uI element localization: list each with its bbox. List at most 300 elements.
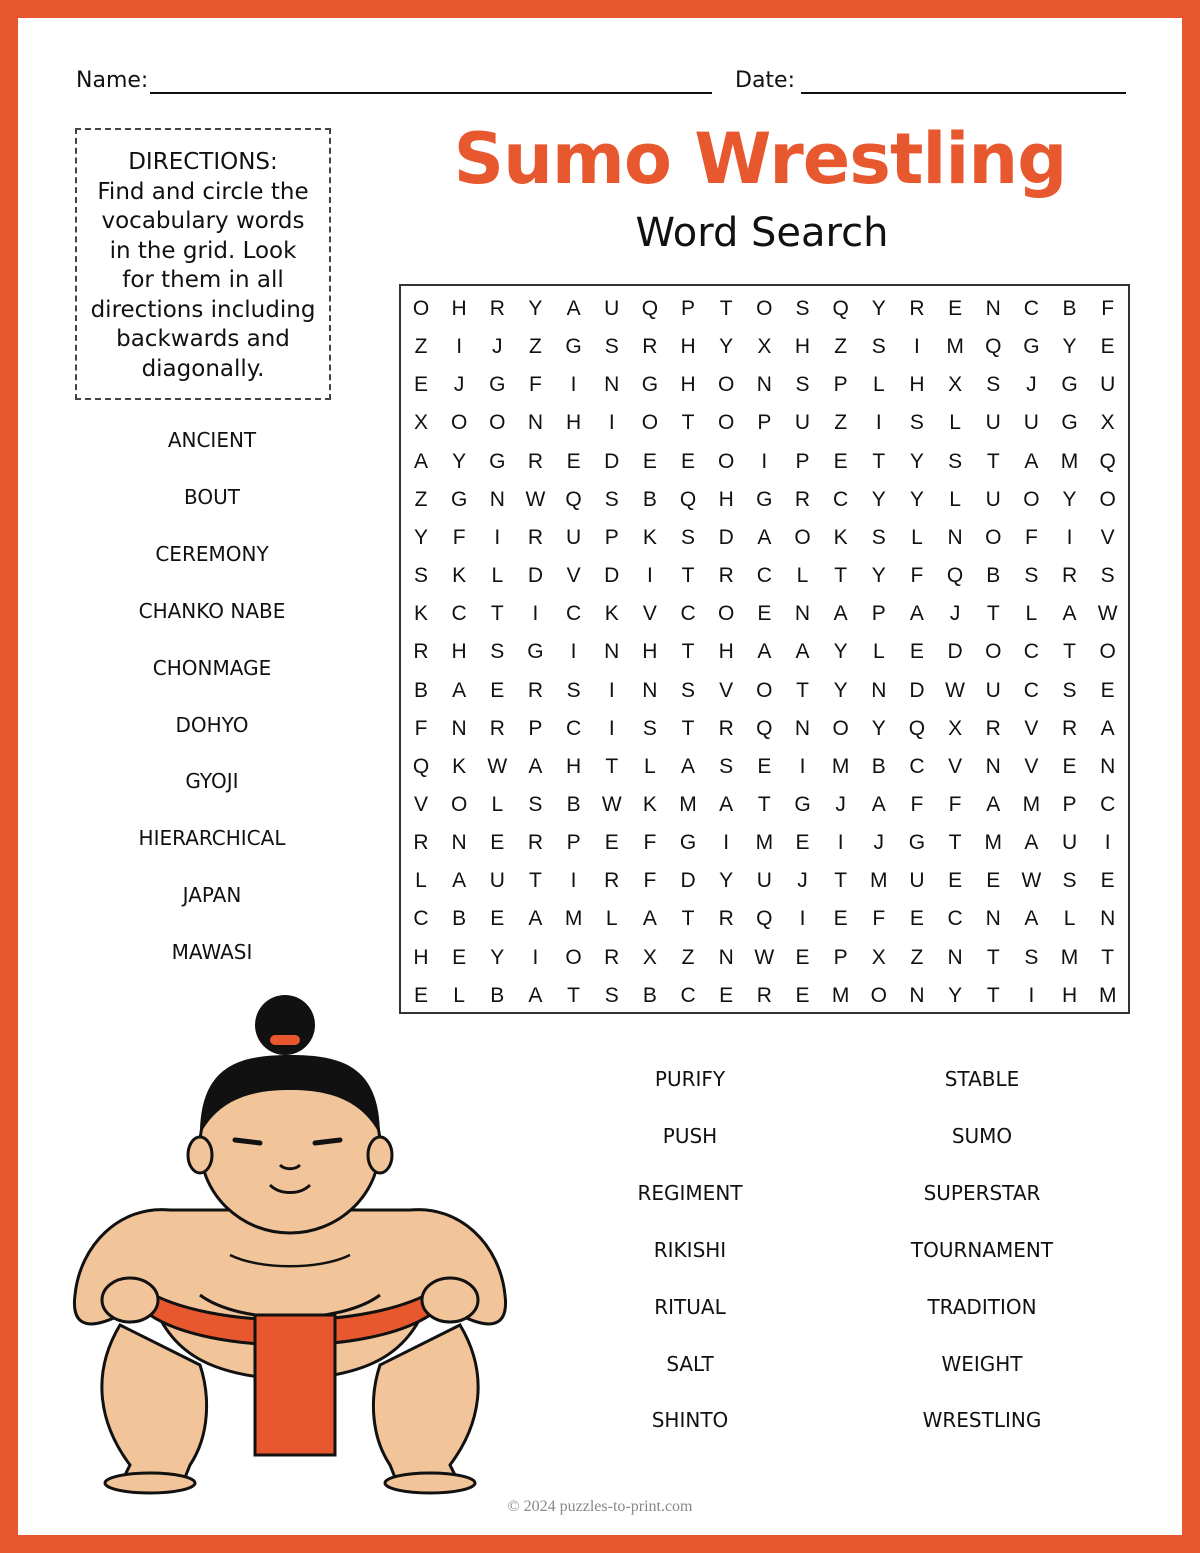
grid-letter[interactable]: T [948, 831, 962, 855]
grid-letter[interactable]: W [945, 678, 965, 702]
grid-letter[interactable]: F [643, 831, 657, 855]
grid-letter[interactable]: D [680, 869, 696, 893]
grid-letter[interactable]: V [719, 678, 734, 702]
grid-letter[interactable]: E [948, 297, 963, 320]
grid-letter[interactable]: X [642, 945, 657, 969]
grid-letter[interactable]: I [799, 754, 806, 778]
grid-letter[interactable]: Y [719, 869, 734, 893]
grid-letter[interactable]: J [1026, 373, 1037, 397]
grid-letter[interactable]: P [604, 525, 619, 549]
grid-letter[interactable]: R [718, 564, 734, 588]
grid-letter[interactable]: C [756, 564, 772, 588]
grid-letter[interactable]: G [1023, 335, 1040, 359]
grid-letter[interactable]: T [1063, 640, 1076, 664]
grid-letter[interactable]: N [794, 602, 811, 626]
grid-letter[interactable]: M [984, 831, 1002, 855]
grid-letter[interactable]: V [1100, 525, 1115, 549]
grid-letter[interactable]: D [604, 449, 620, 473]
grid-letter[interactable]: A [566, 297, 581, 320]
grid-letter[interactable]: E [909, 640, 924, 664]
grid-letter[interactable]: V [413, 792, 428, 816]
grid-letter[interactable]: B [490, 983, 505, 1007]
grid-letter[interactable]: U [985, 411, 1001, 435]
grid-letter[interactable]: H [680, 335, 696, 359]
grid-letter[interactable]: Q [756, 907, 773, 931]
grid-letter[interactable]: Q [832, 297, 849, 320]
grid-letter[interactable]: M [1098, 983, 1117, 1007]
grid-letter[interactable]: Z [414, 487, 428, 511]
grid-letter[interactable]: K [833, 525, 848, 549]
grid-letter[interactable]: D [718, 525, 734, 549]
grid-letter[interactable]: U [489, 869, 505, 893]
grid-letter[interactable]: C [413, 907, 429, 931]
grid-letter[interactable]: O [756, 297, 773, 320]
grid-letter[interactable]: S [642, 716, 657, 740]
grid-letter[interactable]: G [565, 335, 582, 359]
grid-letter[interactable]: N [947, 945, 963, 969]
grid-letter[interactable]: G [679, 831, 697, 855]
grid-letter[interactable]: Q [412, 754, 430, 778]
grid-letter[interactable]: W [487, 754, 508, 778]
grid-letter[interactable]: R [413, 640, 429, 664]
grid-letter[interactable]: E [795, 945, 810, 969]
grid-letter[interactable]: T [681, 716, 695, 740]
grid-letter[interactable]: P [1062, 792, 1077, 816]
grid-letter[interactable]: M [564, 907, 583, 931]
grid-letter[interactable]: T [567, 983, 580, 1007]
grid-letter[interactable]: G [489, 449, 506, 473]
grid-letter[interactable]: I [875, 411, 882, 435]
grid-letter[interactable]: L [949, 411, 961, 435]
grid-letter[interactable]: S [795, 373, 810, 397]
grid-letter[interactable]: Q [641, 297, 659, 320]
grid-letter[interactable]: N [451, 716, 467, 740]
grid-letter[interactable]: Y [833, 640, 848, 664]
grid-letter[interactable]: G [1061, 411, 1078, 435]
grid-letter[interactable]: F [1101, 297, 1115, 320]
grid-letter[interactable]: B [871, 754, 886, 778]
grid-letter[interactable]: X [757, 335, 772, 359]
grid-letter[interactable]: S [871, 335, 886, 359]
grid-letter[interactable]: L [415, 869, 427, 893]
grid-letter[interactable]: W [525, 487, 546, 511]
grid-letter[interactable]: A [452, 678, 467, 702]
grid-letter[interactable]: O [718, 602, 735, 626]
grid-letter[interactable]: E [413, 373, 428, 397]
grid-letter[interactable]: Q [756, 716, 773, 740]
grid-letter[interactable]: I [494, 525, 501, 549]
grid-letter[interactable]: H [718, 487, 734, 511]
grid-letter[interactable]: A [871, 792, 886, 816]
grid-letter[interactable]: E [490, 907, 505, 931]
grid-letter[interactable]: S [1062, 678, 1077, 702]
grid-letter[interactable]: H [909, 373, 925, 397]
grid-letter[interactable]: X [948, 716, 963, 740]
grid-letter[interactable]: M [1060, 945, 1079, 969]
grid-letter[interactable]: N [718, 945, 734, 969]
grid-letter[interactable]: P [757, 411, 772, 435]
grid-letter[interactable]: T [986, 983, 1000, 1007]
grid-letter[interactable]: O [832, 716, 849, 740]
grid-letter[interactable]: M [831, 754, 850, 778]
grid-letter[interactable]: E [413, 983, 428, 1007]
grid-letter[interactable]: W [601, 792, 622, 816]
grid-letter[interactable]: S [986, 373, 1001, 397]
grid-letter[interactable]: M [1022, 792, 1041, 816]
grid-letter[interactable]: O [985, 525, 1002, 549]
grid-letter[interactable]: X [871, 945, 886, 969]
grid-letter[interactable]: A [757, 640, 772, 664]
grid-letter[interactable]: I [1104, 831, 1111, 855]
grid-letter[interactable]: V [642, 602, 657, 626]
grid-letter[interactable]: A [757, 525, 772, 549]
grid-letter[interactable]: T [872, 449, 886, 473]
grid-letter[interactable]: Y [948, 983, 963, 1007]
grid-letter[interactable]: T [986, 449, 1000, 473]
grid-letter[interactable]: L [605, 907, 618, 931]
grid-letter[interactable]: L [949, 487, 961, 511]
grid-letter[interactable]: R [909, 297, 925, 320]
grid-letter[interactable]: C [1100, 792, 1116, 816]
grid-letter[interactable]: O [641, 411, 659, 435]
grid-letter[interactable]: N [794, 716, 811, 740]
grid-letter[interactable]: I [570, 640, 577, 664]
grid-letter[interactable]: L [1063, 907, 1076, 931]
grid-letter[interactable]: R [527, 525, 544, 549]
grid-letter[interactable]: K [642, 792, 657, 816]
grid-letter[interactable]: B [452, 907, 467, 931]
grid-letter[interactable]: Z [834, 411, 848, 435]
grid-letter[interactable]: R [756, 983, 772, 1007]
word-search-grid[interactable] [399, 284, 1130, 1014]
grid-letter[interactable]: T [681, 907, 695, 931]
grid-letter[interactable]: T [719, 297, 733, 320]
grid-letter[interactable]: U [566, 525, 582, 549]
grid-letter[interactable]: J [797, 869, 808, 893]
grid-letter[interactable]: A [1024, 907, 1039, 931]
grid-letter[interactable]: I [570, 373, 577, 397]
grid-letter[interactable]: O [412, 297, 430, 320]
grid-letter[interactable]: Y [452, 449, 467, 473]
grid-letter[interactable]: L [911, 525, 923, 549]
grid-letter[interactable]: B [413, 678, 428, 702]
grid-letter[interactable]: L [1025, 602, 1038, 626]
grid-letter[interactable]: K [413, 602, 428, 626]
grid-letter[interactable]: S [681, 678, 696, 702]
grid-letter[interactable]: I [723, 831, 730, 855]
grid-letter[interactable]: F [452, 525, 466, 549]
grid-letter[interactable]: J [453, 373, 465, 397]
grid-letter[interactable]: C [1023, 678, 1039, 702]
grid-letter[interactable]: F [414, 716, 428, 740]
grid-letter[interactable]: T [681, 411, 695, 435]
grid-letter[interactable]: A [909, 602, 924, 626]
grid-letter[interactable]: T [1101, 945, 1115, 969]
grid-letter[interactable]: N [947, 525, 963, 549]
grid-letter[interactable]: E [795, 831, 810, 855]
grid-letter[interactable]: P [566, 831, 581, 855]
grid-letter[interactable]: O [450, 411, 468, 435]
grid-letter[interactable]: T [796, 678, 809, 702]
grid-letter[interactable]: R [1061, 716, 1078, 740]
grid-letter[interactable]: O [718, 411, 735, 435]
grid-letter[interactable]: T [834, 564, 848, 588]
grid-letter[interactable]: E [909, 907, 924, 931]
grid-letter[interactable]: B [566, 792, 581, 816]
grid-letter[interactable]: Z [834, 335, 848, 359]
grid-letter[interactable]: C [680, 983, 696, 1007]
grid-letter[interactable]: H [566, 754, 582, 778]
grid-letter[interactable]: J [873, 831, 885, 855]
grid-letter[interactable]: I [608, 678, 615, 702]
grid-letter[interactable]: S [566, 678, 581, 702]
grid-letter[interactable]: Y [413, 525, 428, 549]
grid-letter[interactable]: Q [679, 487, 697, 511]
grid-letter[interactable]: O [450, 792, 468, 816]
grid-letter[interactable]: M [679, 792, 697, 816]
grid-letter[interactable]: N [1100, 754, 1116, 778]
grid-letter[interactable]: Y [871, 297, 886, 320]
grid-letter[interactable]: S [604, 487, 619, 511]
grid-letter[interactable]: D [947, 640, 963, 664]
grid-letter[interactable]: Q [985, 335, 1002, 359]
grid-letter[interactable]: S [604, 983, 619, 1007]
grid-letter[interactable]: O [1023, 487, 1040, 511]
grid-letter[interactable]: L [453, 983, 465, 1007]
grid-letter[interactable]: I [570, 869, 577, 893]
grid-letter[interactable]: Y [871, 487, 886, 511]
grid-letter[interactable]: T [681, 640, 695, 664]
grid-letter[interactable]: G [756, 487, 773, 511]
grid-letter[interactable]: Q [565, 487, 582, 511]
grid-letter[interactable]: I [456, 335, 463, 359]
grid-letter[interactable]: G [794, 792, 811, 816]
grid-letter[interactable]: M [831, 983, 850, 1007]
grid-letter[interactable]: U [756, 869, 772, 893]
grid-letter[interactable]: H [1061, 983, 1078, 1007]
grid-letter[interactable]: S [948, 449, 963, 473]
grid-letter[interactable]: F [643, 869, 657, 893]
grid-letter[interactable]: N [527, 411, 544, 435]
grid-letter[interactable]: B [1062, 297, 1077, 320]
grid-letter[interactable]: I [1066, 525, 1073, 549]
grid-letter[interactable]: T [681, 564, 695, 588]
grid-letter[interactable]: X [413, 411, 428, 435]
grid-letter[interactable]: B [642, 487, 657, 511]
grid-letter[interactable]: A [681, 754, 696, 778]
grid-letter[interactable]: A [1062, 602, 1077, 626]
grid-letter[interactable]: A [528, 983, 543, 1007]
grid-letter[interactable]: U [604, 297, 620, 320]
grid-letter[interactable]: T [605, 754, 619, 778]
grid-letter[interactable]: F [872, 907, 886, 931]
grid-letter[interactable]: V [948, 754, 963, 778]
grid-letter[interactable]: J [835, 792, 846, 816]
grid-letter[interactable]: A [833, 602, 848, 626]
grid-letter[interactable]: B [986, 564, 1001, 588]
grid-letter[interactable]: R [527, 678, 544, 702]
grid-letter[interactable]: E [490, 831, 505, 855]
grid-letter[interactable]: X [1100, 411, 1115, 435]
grid-letter[interactable]: Y [909, 487, 924, 511]
grid-letter[interactable]: C [680, 602, 696, 626]
grid-letter[interactable]: O [489, 411, 506, 435]
grid-letter[interactable]: U [909, 869, 925, 893]
grid-letter[interactable]: T [986, 945, 1000, 969]
grid-letter[interactable]: G [450, 487, 468, 511]
grid-letter[interactable]: E [757, 754, 772, 778]
grid-letter[interactable]: O [985, 640, 1002, 664]
grid-letter[interactable]: S [604, 335, 619, 359]
grid-letter[interactable]: R [489, 297, 505, 320]
grid-letter[interactable]: C [1023, 297, 1039, 320]
grid-letter[interactable]: Y [871, 564, 886, 588]
grid-letter[interactable]: P [528, 716, 543, 740]
grid-letter[interactable]: N [756, 373, 772, 397]
grid-letter[interactable]: R [1061, 564, 1078, 588]
grid-letter[interactable]: K [452, 564, 467, 588]
grid-letter[interactable]: C [1023, 640, 1039, 664]
grid-letter[interactable]: N [604, 640, 620, 664]
grid-letter[interactable]: W [1021, 869, 1042, 893]
grid-letter[interactable]: E [490, 678, 505, 702]
grid-letter[interactable]: W [1097, 602, 1118, 626]
grid-letter[interactable]: I [532, 602, 539, 626]
grid-letter[interactable]: T [529, 869, 542, 893]
grid-letter[interactable]: M [946, 335, 964, 359]
grid-letter[interactable]: R [718, 907, 734, 931]
grid-letter[interactable]: E [833, 907, 848, 931]
grid-letter[interactable]: R [642, 335, 658, 359]
grid-letter[interactable]: Y [871, 716, 886, 740]
grid-letter[interactable]: N [642, 678, 658, 702]
grid-letter[interactable]: L [491, 792, 504, 816]
grid-letter[interactable]: J [492, 335, 503, 359]
grid-letter[interactable]: S [1062, 869, 1077, 893]
grid-letter[interactable]: E [1100, 869, 1115, 893]
grid-letter[interactable]: C [566, 602, 582, 626]
grid-letter[interactable]: G [641, 373, 659, 397]
grid-letter[interactable]: A [719, 792, 734, 816]
grid-letter[interactable]: T [986, 602, 1000, 626]
grid-letter[interactable]: A [986, 792, 1001, 816]
grid-letter[interactable]: E [1100, 335, 1115, 359]
grid-letter[interactable]: D [909, 678, 925, 702]
grid-letter[interactable]: T [834, 869, 848, 893]
grid-letter[interactable]: O [718, 449, 735, 473]
grid-letter[interactable]: A [1100, 716, 1115, 740]
grid-letter[interactable]: L [644, 754, 656, 778]
grid-letter[interactable]: F [529, 373, 542, 397]
grid-letter[interactable]: Q [1099, 449, 1116, 473]
grid-letter[interactable]: T [490, 602, 504, 626]
grid-letter[interactable]: A [452, 869, 467, 893]
grid-letter[interactable]: E [948, 869, 963, 893]
grid-letter[interactable]: E [681, 449, 696, 473]
grid-letter[interactable]: E [452, 945, 467, 969]
grid-letter[interactable]: P [833, 945, 848, 969]
grid-letter[interactable]: Y [909, 449, 924, 473]
grid-letter[interactable]: R [604, 869, 620, 893]
grid-letter[interactable]: E [719, 983, 734, 1007]
grid-letter[interactable]: O [756, 678, 773, 702]
grid-letter[interactable]: Y [528, 297, 543, 320]
grid-letter[interactable]: Y [1062, 335, 1077, 359]
grid-letter[interactable]: O [718, 373, 735, 397]
grid-letter[interactable]: R [985, 716, 1001, 740]
grid-letter[interactable]: S [1100, 564, 1115, 588]
grid-letter[interactable]: I [837, 831, 844, 855]
grid-letter[interactable]: N [871, 678, 887, 702]
grid-letter[interactable]: R [604, 945, 620, 969]
grid-letter[interactable]: S [413, 564, 428, 588]
grid-letter[interactable]: M [870, 869, 888, 893]
grid-letter[interactable]: H [413, 945, 429, 969]
name-line[interactable] [150, 92, 712, 94]
date-line[interactable] [801, 92, 1126, 94]
grid-letter[interactable]: C [833, 487, 849, 511]
grid-letter[interactable]: D [604, 564, 620, 588]
grid-letter[interactable]: N [1100, 907, 1116, 931]
grid-letter[interactable]: E [604, 831, 619, 855]
grid-letter[interactable]: S [1024, 564, 1039, 588]
grid-letter[interactable]: U [1100, 373, 1116, 397]
grid-letter[interactable]: O [1099, 487, 1116, 511]
grid-letter[interactable]: U [794, 411, 811, 435]
grid-letter[interactable]: A [1024, 831, 1039, 855]
grid-letter[interactable]: S [719, 754, 734, 778]
grid-letter[interactable]: W [754, 945, 775, 969]
grid-letter[interactable]: I [646, 564, 653, 588]
grid-letter[interactable]: F [948, 792, 962, 816]
grid-letter[interactable]: S [871, 525, 886, 549]
grid-letter[interactable]: E [1062, 754, 1077, 778]
grid-letter[interactable]: N [985, 907, 1001, 931]
grid-letter[interactable]: I [799, 907, 806, 931]
grid-letter[interactable]: Z [529, 335, 542, 359]
grid-letter[interactable]: N [985, 754, 1001, 778]
grid-letter[interactable]: V [566, 564, 581, 588]
grid-letter[interactable]: I [608, 716, 615, 740]
grid-letter[interactable]: H [451, 297, 467, 320]
grid-letter[interactable]: E [757, 602, 772, 626]
grid-letter[interactable]: S [681, 525, 696, 549]
grid-letter[interactable]: E [642, 449, 657, 473]
grid-letter[interactable]: E [566, 449, 581, 473]
grid-letter[interactable]: P [681, 297, 696, 320]
grid-letter[interactable]: L [872, 640, 885, 664]
grid-letter[interactable]: H [718, 640, 734, 664]
grid-letter[interactable]: N [604, 373, 620, 397]
grid-letter[interactable]: I [761, 449, 768, 473]
grid-letter[interactable]: Q [908, 716, 926, 740]
grid-letter[interactable]: X [948, 373, 963, 397]
grid-letter[interactable]: U [1023, 411, 1039, 435]
grid-letter[interactable]: Z [681, 945, 695, 969]
grid-letter[interactable]: B [642, 983, 657, 1007]
grid-letter[interactable]: V [1024, 754, 1039, 778]
grid-letter[interactable]: A [413, 449, 428, 473]
grid-letter[interactable]: A [528, 754, 543, 778]
grid-letter[interactable]: S [490, 640, 505, 664]
grid-letter[interactable]: A [528, 907, 543, 931]
grid-letter[interactable]: U [985, 678, 1001, 702]
grid-letter[interactable]: V [1024, 716, 1039, 740]
grid-letter[interactable]: R [489, 716, 505, 740]
grid-letter[interactable]: Y [1062, 487, 1077, 511]
grid-letter[interactable]: H [680, 373, 696, 397]
grid-letter[interactable]: F [910, 564, 924, 588]
